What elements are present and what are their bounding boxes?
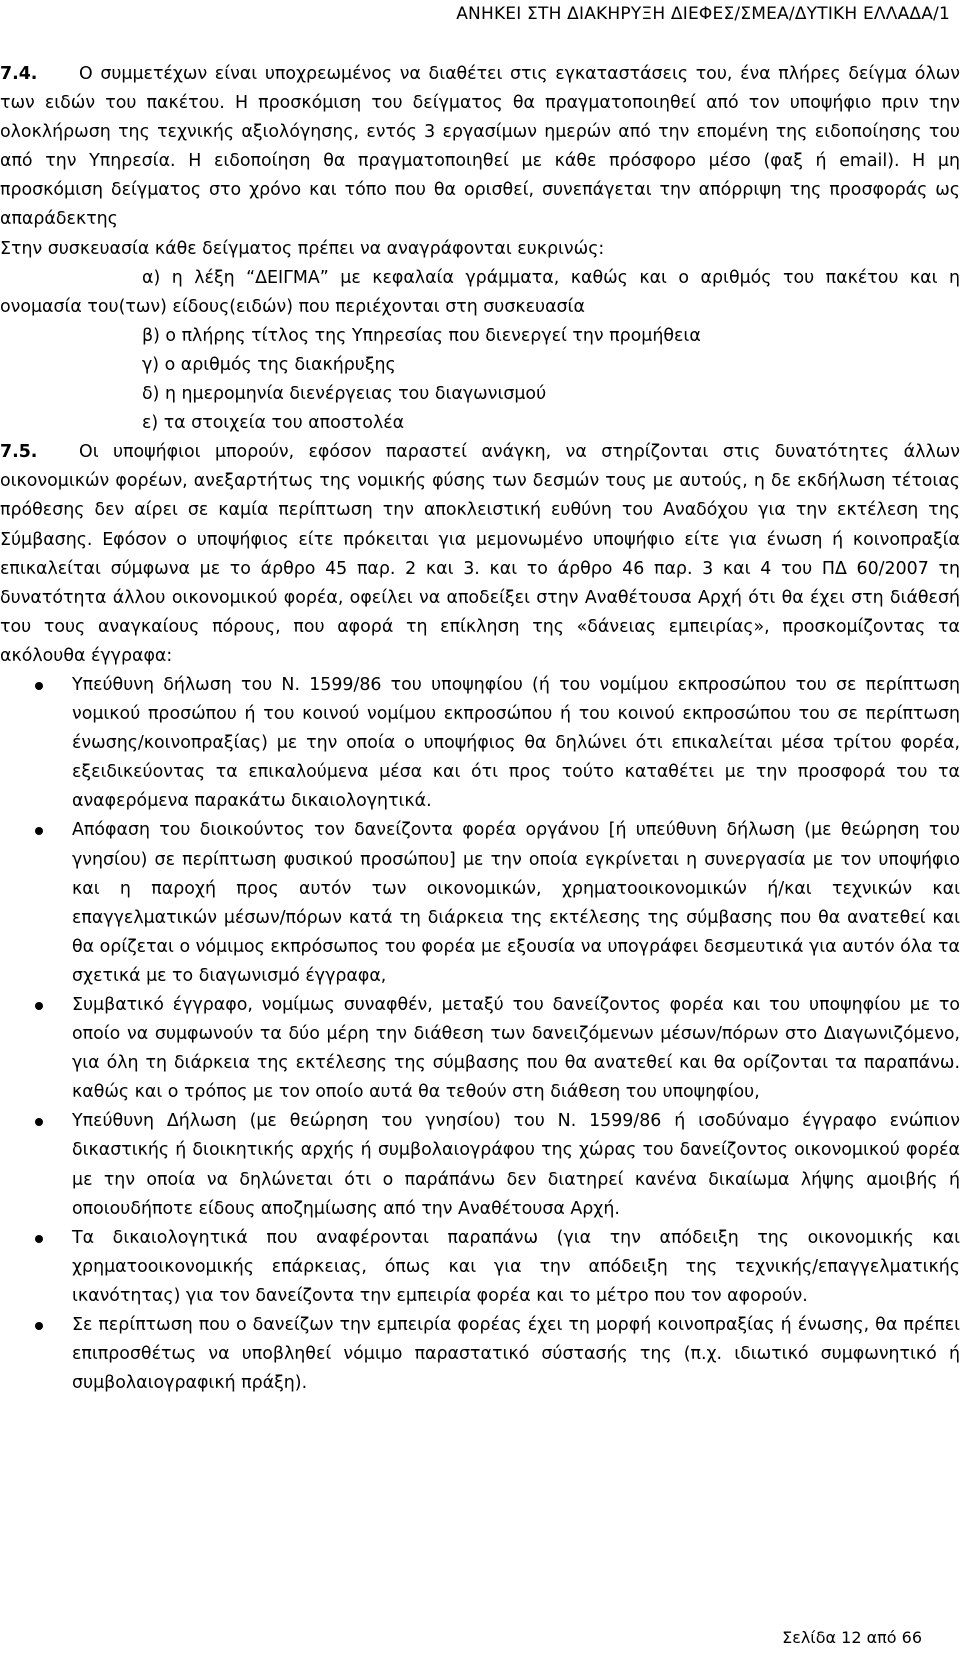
document-body bbox=[0, 60, 960, 1398]
section-7-4-text: Ο συμμετέχων είναι υποχρεωμένος να διαθέτει στις εγκαταστάσεις του, ένα πλήρες δείγμα όλων των ειδών του πακέτου. Η προσκόμιση του δείγματος θα πραγματοποιηθεί από τον υποψήφιο πριν την ολοκλήρωση της τεχνικής αξιολόγησης, εντός 3 εργασίμων ημερών από την επομένη της ειδοποίησης του από την Υπηρεσία. Η ειδοποίηση θα πραγματοποιηθεί με κάθε πρόσφορο μέσο (φαξ ή email). Η μη προσκόμιση δείγματος στο χρόνο και τόπο που θα ορισθεί, συνεπάγεται την απόρριψη της προσφοράς ως απαράδεκτης bbox=[0, 64, 960, 230]
list-item: Απόφαση του διοικούντος τον δανείζοντα φορέα οργάνου [ή υπεύθυνη δήλωση (με θεώρηση του γνησίου) σε περίπτωση φυσικού προσώπου] με την οποία εγκρίνεται η συνεργασία με τον υποψήφιο και η παροχή προς αυτόν των οικονομικών, χρηματοοικονομικών ή/και τεχνικών και επαγγελματικών μέσων/πόρων κατά τη διάρκεια της εκτέλεσης της σύμβασης που θα ανατεθεί και θα ορίζεται ο νόμιμος εκπρόσωπος του φορέα με εξουσία να υπογράφει δεσμευτικά για αυτόν όλα τα σχετικά με το διαγωνισμό έγγραφα, bbox=[0, 816, 960, 991]
section-number: 7.4. bbox=[0, 64, 38, 84]
packaging-intro: Στην συσκευασία κάθε δείγματος πρέπει να αναγράφονται ευκρινώς: bbox=[0, 238, 605, 259]
list-item: Συμβατικό έγγραφο, νομίμως συναφθέν, μεταξύ του δανείζοντος φορέα και του υποψηφίου με το οποίο να συμφωνούν τα δύο μέρη την διάθεση των δανειζόμενων μέσων/πόρων στο Διαγωνιζόμενο, για όλη τη διάρκεια της εκτέλεσης της σύμβασης που θα ανατεθεί και θα ορίζονται τα παραπάνω. καθώς και ο τρόπος με τον οποίο αυτά θα τεθούν στη διάθεση του υποψηφίου, bbox=[0, 991, 960, 1107]
section-number: 7.5. bbox=[0, 442, 38, 463]
section-7-5-text: Οι υποψήφιοι μπορούν, εφόσον παραστεί ανάγκη, να στηρίζονται στις δυνατότητες άλλων οικονομικών φορέων, ανεξαρτήτως της νομικής φύσης των δεσμών τους με αυτούς, η δε εκδήλωση τέτοιας πρόθεσης δεν αίρει σε καμία περίπτωση την αποκλειστική ευθύνη του Αναδόχου για την εκτέλεση της Σύμβασης. Εφόσον ο υποψήφιος είτε πρόκειται για μεμονωμένο υποψήφιο είτε για ένωση ή κοινοπραξία επικαλείται σύμφωνα με το άρθρο 45 παρ. 2 και 3. και το άρθρο 46 παρ. 3 και 4 του ΠΔ 60/2007 τη δυνατότητα άλλου οικονομικού φορέα, οφείλει να αποδείξει στην Αναθέτουσα Αρχή ότι θα έχει στη διάθεσή του τους αναγκαίους πόρους, που αφορά τη επίκληση της «δάνειας εμπειρίας», προσκομίζοντας τα ακόλουθα έγγραφα: bbox=[0, 442, 960, 666]
bullet-icon bbox=[35, 1002, 43, 1010]
bullet-icon bbox=[35, 1322, 43, 1330]
list-item: Σε περίπτωση που ο δανείζων την εμπειρία φορέας έχει τη μορφή κοινοπραξίας ή ένωσης, θα πρέπει επιπροσθέτως να υποβληθεί νόμιμο παραστατικό σύστασής της (π.χ. ιδιωτικό συμφωνητικό ή συμβολαιογραφική πράξη). bbox=[0, 1311, 960, 1398]
bullet-icon bbox=[35, 1235, 43, 1243]
list-item: Υπεύθυνη Δήλωση (με θεώρηση του γνησίου) του Ν. 1599/86 ή ισοδύναμο έγγραφο ενώπιον δικαστικής ή διοικητικής αρχής ή συμβολαιογράφου της χώρας του δανείζοντος οικονομικού φορέα με την οποία να δηλώνεται ότι ο παράπάνω δεν διατηρεί κανένα δικαίωμα λήψης αμοιβής ή οποιουδήποτε είδους αποζημίωσης από την Αναθέτουσα Αρχή. bbox=[0, 1107, 960, 1223]
packaging-item-a: α) η λέξη “ΔΕΙΓΜΑ” με κεφαλαία γράμματα, καθώς και ο αριθμός του πακέτου και η ονομασία του(των) είδους(ειδών) που περιέχονται στη συσκευασία bbox=[0, 267, 960, 317]
packaging-item-e: ε) τα στοιχεία του αποστολέα bbox=[142, 413, 405, 434]
section-7-5-paragraph bbox=[0, 438, 960, 671]
section-7-4 bbox=[0, 60, 960, 438]
list-item: Υπεύθυνη δήλωση του Ν. 1599/86 του υποψηφίου (ή του νομίμου εκπροσώπου του σε περίπτωση νομικού προσώπου ή του κοινού νομίμου εκπροσώπου ή του κοινού εκπροσώπου του σε περίπτωση ένωσης/κοινοπραξίας) με την οποία ο υποψήφιος θα δηλώνει ότι επικαλείται μέσα τρίτου φορέα, εξειδικεύοντας τα επικαλούμενα μέσα και ότι προς τούτο καταθέτει με την προσφορά του τα αναφερόμενα παρακάτω δικαιολογητικά. bbox=[0, 671, 960, 816]
bullet-icon bbox=[35, 1118, 43, 1126]
bullet-icon bbox=[35, 682, 43, 690]
list-item: Τα δικαιολογητικά που αναφέρονται παραπάνω (για την απόδειξη της οικονομικής και χρηματοοικονομικής επάρκειας, όπως και για την απόδειξη της τεχνικής/επαγγελματικής ικανότητας) για τον δανείζοντα την εμπειρία φορέα και το μέτρο που τον αφορούν. bbox=[0, 1224, 960, 1311]
packaging-item-b: β) ο πλήρης τίτλος της Υπηρεσίας που διενεργεί την προμήθεια bbox=[142, 325, 701, 346]
required-documents-list bbox=[0, 671, 960, 1398]
packaging-item-d: δ) η ημερομηνία διενέργειας του διαγωνισμού bbox=[142, 384, 547, 405]
section-7-5 bbox=[0, 438, 960, 1398]
bullet-icon bbox=[35, 827, 43, 835]
running-header: ΑΝΗΚΕΙ ΣΤΗ ΔΙΑΚΗΡΥΞΗ ΔΙΕΦΕΣ/ΣΜΕΑ/ΔΥΤΙΚΗ ΕΛΛΑΔΑ/1 bbox=[456, 4, 950, 24]
packaging-item-c: γ) ο αριθμός της διακήρυξης bbox=[142, 354, 396, 375]
page-number: Σελίδα 12 από 66 bbox=[782, 1628, 922, 1647]
section-7-4-paragraph bbox=[0, 60, 960, 235]
